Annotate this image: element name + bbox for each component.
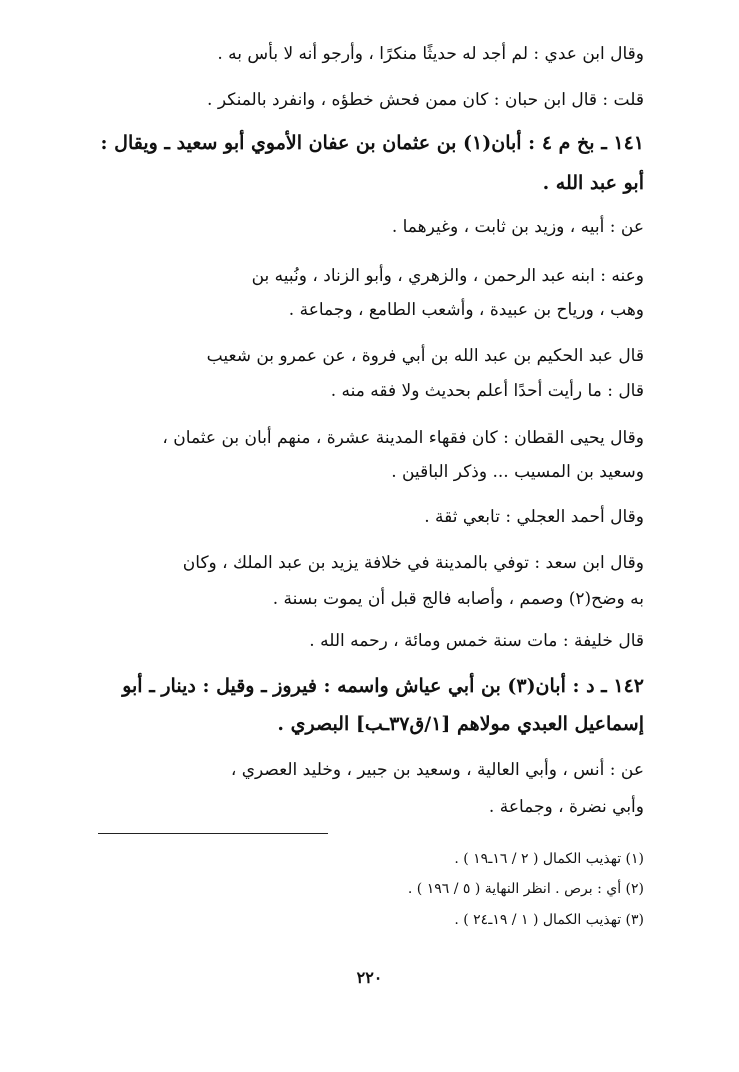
page-number: ٢٢٠ bbox=[356, 968, 383, 987]
text-line: قال عبد الحكيم بن عبد الله بن أبي فروة ، عن عمرو بن شعيب bbox=[206, 346, 644, 366]
text-line: قال خليفة : مات سنة خمس ومائة ، رحمه الله . bbox=[309, 631, 644, 651]
text-line: به وضح(٢) وصمم ، وأصابه فالج قبل أن يموت بسنة . bbox=[272, 589, 644, 609]
text-line: وسعيد بن المسيب ... وذكر الباقين . bbox=[391, 462, 644, 482]
entry-heading-141: ١٤١ ـ بخ م ٤ : أبان(١) بن عثمان بن عفان الأموي أبو سعيد ـ ويقال : bbox=[100, 132, 644, 154]
text-line: وهب ، ورياح بن عبيدة ، وأشعب الطامع ، وجماعة . bbox=[288, 300, 644, 320]
text-line: عن : أبيه ، وزيد بن ثابت ، وغيرهما . bbox=[391, 217, 644, 237]
text-line: قال : ما رأيت أحدًا أعلم بحديث ولا فقه منه . bbox=[330, 381, 644, 401]
text-line: وقال ابن عدي : لم أجد له حديثًا منكرًا ، وأرجو أنه لا بأس به . bbox=[217, 44, 644, 64]
footnote-1: (١) تهذيب الكمال ( ٢ / ١٦ـ١٩ ) . bbox=[454, 851, 644, 867]
text-line: وقال أحمد العجلي : تابعي ثقة . bbox=[424, 507, 644, 527]
footnote-3: (٣) تهذيب الكمال ( ١ / ١٩ـ٢٤ ) . bbox=[454, 912, 644, 928]
entry-heading-142-cont: إسماعيل العبدي مولاهم [١/ق٣٧ـب] البصري . bbox=[277, 713, 644, 735]
text-line: وقال ابن سعد : توفي بالمدينة في خلافة يزيد بن عبد الملك ، وكان bbox=[182, 553, 644, 573]
entry-heading-142: ١٤٢ ـ د : أبان(٣) بن أبي عياش واسمه : فيروز ـ وقيل : دينار ـ أبو bbox=[122, 675, 644, 697]
text-line: وقال يحيى القطان : كان فقهاء المدينة عشرة ، منهم أبان بن عثمان ، bbox=[162, 428, 644, 448]
text-line: وعنه : ابنه عبد الرحمن ، والزهري ، وأبو الزناد ، ونُبيه بن bbox=[251, 266, 644, 286]
text-line: قلت : قال ابن حبان : كان ممن فحش خطؤه ، وانفرد بالمنكر . bbox=[207, 90, 644, 110]
entry-heading-141-cont: أبو عبد الله . bbox=[542, 172, 644, 194]
text-line: وأبي نضرة ، وجماعة . bbox=[488, 797, 644, 817]
text-line: عن : أنس ، وأبي العالية ، وسعيد بن جبير ، وخليد العصري ، bbox=[230, 760, 644, 780]
footnote-separator bbox=[98, 833, 328, 834]
footnote-2: (٢) أي : برص . انظر النهاية ( ٥ / ١٩٦ ) . bbox=[407, 881, 644, 897]
